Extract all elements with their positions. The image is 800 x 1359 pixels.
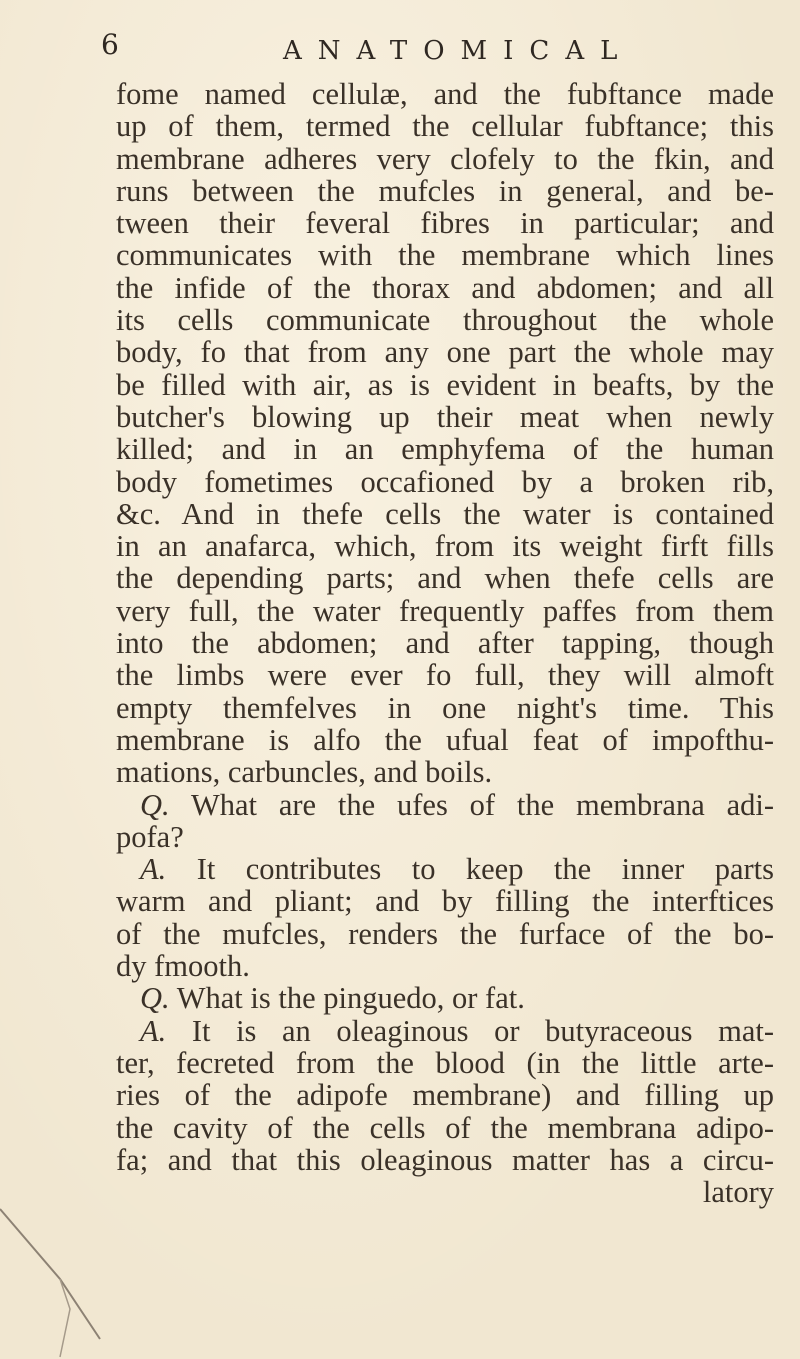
body-text — [116, 78, 774, 1208]
text-line: runs between the mufcles in general, and be- — [116, 173, 774, 208]
text-line: be filled with air, as is evident in beafts, by the — [116, 367, 774, 402]
text-line: into the abdomen; and after tapping, though — [116, 626, 774, 661]
text-line: body, fo that from any one part the whole may — [116, 335, 774, 370]
question-line: pofa? — [116, 819, 184, 854]
answer-line: ries of the adipofe membrane) and filling up — [116, 1078, 774, 1113]
answer-marker: A. — [140, 852, 167, 887]
answer-text: It contributes to keep the inner parts — [196, 852, 774, 887]
answer-line — [116, 853, 774, 885]
question-marker: Q. — [140, 787, 170, 822]
text-line: butcher's blowing up their meat when newly — [116, 399, 774, 434]
answer-line: dy fmooth. — [116, 949, 250, 984]
text-line: up of them, termed the cellular fubftance; this — [116, 109, 774, 144]
text-line: in an anafarca, which, from its weight firft fills — [116, 529, 774, 564]
text-line: tween their feveral fibres in particular; and — [116, 206, 774, 241]
question-line — [116, 982, 774, 1014]
answer-line: the cavity of the cells of the membrana adipo- — [116, 1110, 774, 1145]
text-line: killed; and in an emphyfema of the human — [116, 432, 774, 467]
question-text: What are the ufes of the membrana adi- — [190, 787, 774, 822]
text-line: empty themfelves in one night's time. This — [116, 690, 774, 725]
answer-text: It is an oleaginous or butyraceous mat- — [191, 1013, 774, 1048]
answer-marker: A. — [140, 1013, 167, 1048]
question-marker: Q. — [140, 981, 170, 1016]
answer-line: of the mufcles, renders the furface of the bo- — [116, 916, 774, 951]
page-fold-mark — [0, 1179, 140, 1359]
text-line: its cells communicate throughout the whole — [116, 303, 774, 338]
running-title: ANATOMICAL — [283, 36, 634, 66]
text-line: fome named cellulæ, and the fubftance made — [116, 77, 774, 111]
text-line: the infide of the thorax and abdomen; and all — [116, 270, 774, 305]
answer-line: fa; and that this oleaginous matter has a circu- — [116, 1142, 774, 1177]
text-line: membrane adheres very clofely to the fkin, and — [116, 141, 774, 176]
text-line: the depending parts; and when thefe cells are — [116, 561, 774, 596]
answer-line — [116, 1015, 774, 1047]
text-line: body fometimes occafioned by a broken rib, — [116, 464, 774, 499]
question-text: What is the pinguedo, or fat. — [176, 981, 525, 1016]
question-line — [116, 789, 774, 821]
answer-line: warm and pliant; and by filling the interftices — [116, 884, 774, 919]
text-line: mations, carbuncles, and boils. — [116, 755, 493, 790]
text-line: the limbs were ever fo full, they will almoft — [116, 658, 774, 693]
text-line: membrane is alfo the ufual feat of impofthu- — [116, 722, 774, 757]
text-line: &c. And in thefe cells the water is contained — [116, 496, 774, 531]
answer-line: ter, fecreted from the blood (in the little arte- — [116, 1045, 774, 1080]
catchword: latory — [702, 1175, 774, 1210]
text-line: very full, the water frequently paffes from them — [116, 593, 774, 628]
text-line: communicates with the membrane which lines — [116, 238, 774, 273]
page-number: 6 — [101, 28, 119, 61]
